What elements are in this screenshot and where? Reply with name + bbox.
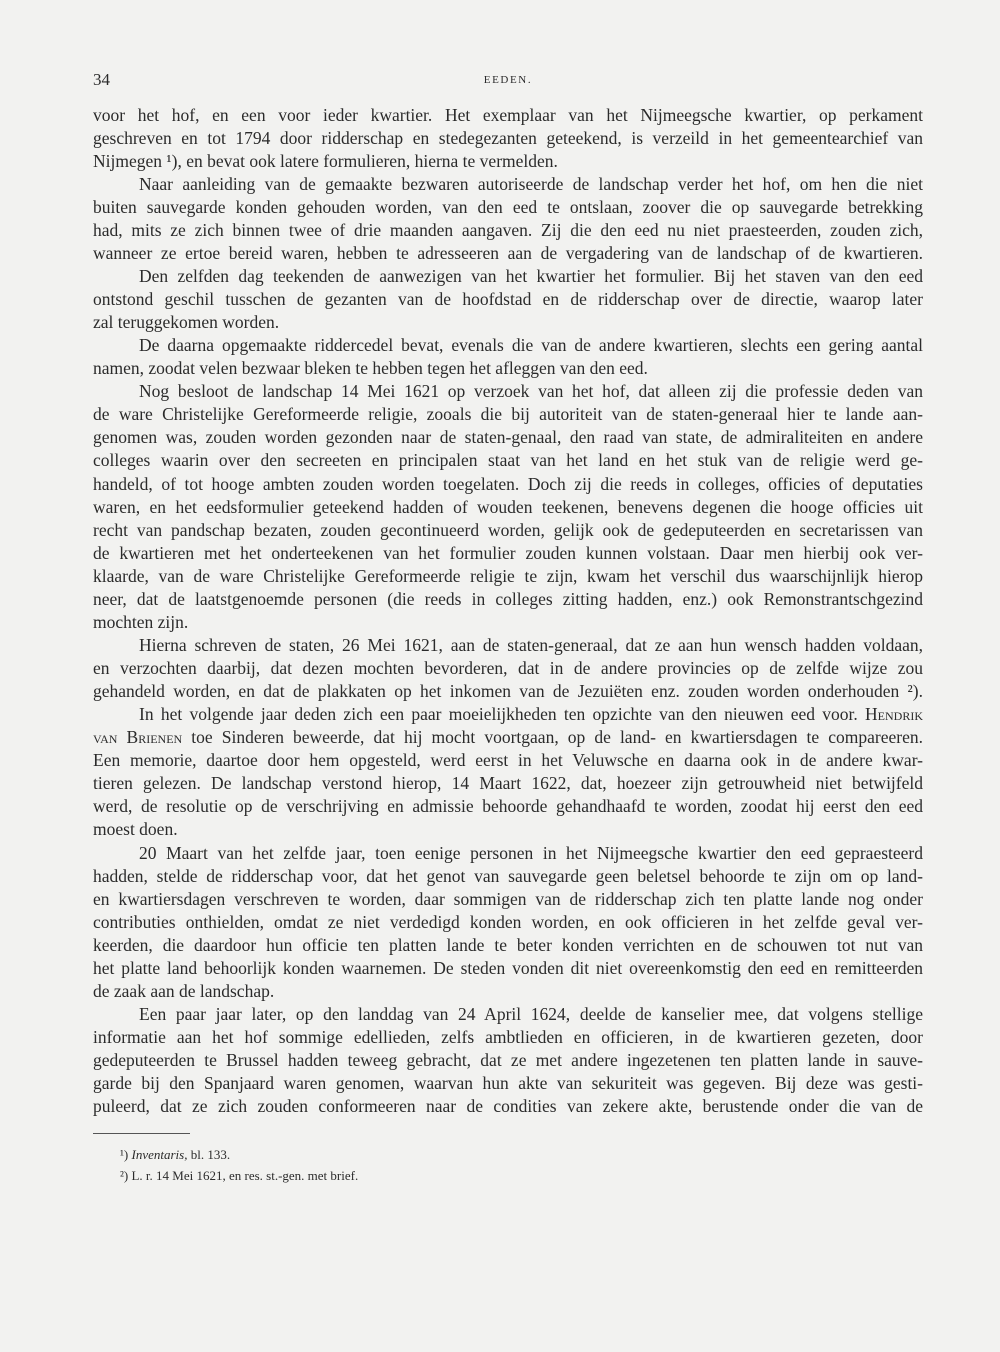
text-line: de kwartieren met het onderteekenen van het formulier zouden kunnen volstaan. Daar men hierbij ook ver- (93, 542, 923, 563)
text-line: neer, dat de laatstgenoemde personen (die reeds in colleges zitting hadden, enz.) ook Remonstrantschgezind (93, 588, 923, 609)
text-line: het platte land behoorlijk konden waarnemen. De steden vonden dit niet overeenkomstig den eed en remitteerden (93, 957, 923, 978)
text-line: keerden, die daardoor hun officie ten platten lande te beter konden verrichten en de schouwen tot nut van (93, 934, 923, 955)
text-line: garde bij den Spanjaard waren genomen, waarvan hun akte van sekuriteit was gegeven. Bij deze was gesti- (93, 1073, 923, 1094)
paragraph (93, 380, 923, 634)
text-line: Een memorie, daartoe door hem opgesteld, werd eerst in het Veluwsche en daarna ook in de andere kwar- (93, 750, 923, 771)
text-line: tieren gelezen. De landschap verstond hierop, 14 Maart 1622, dat, hoezeer zijn getrouwheid niet betwijfeld (93, 773, 923, 794)
text-line: de ware Christelijke Gereformeerde religie, zooals die bij autoriteit van de staten-generaal hier te lande aan- (93, 404, 923, 425)
text-line: klaarde, van de ware Christelijke Gereformeerde religie te zijn, kwam het verschil dus waarschijnlijk hierop (93, 565, 923, 586)
paragraph (93, 703, 923, 841)
text-line: buiten sauvegarde konden gehouden worden, van den eed te ontslaan, zoover die op sauvegarde betrekking (93, 196, 923, 217)
paragraph (93, 265, 923, 334)
text-line: waren, en het eedsformulier geteekend hadden of wouden teekenen, benevens degenen die hooge officies uit (93, 496, 923, 517)
footnote-marker: ¹) (120, 1147, 129, 1162)
text-line: de zaak aan de landschap. (93, 980, 275, 1001)
text-line: contributies onthielden, omdat ze niet verdedigd konden worden, en ook officieren in het zelfde geval ver- (93, 911, 923, 932)
text-line: informatie aan het hof sommige edellieden, zelfs ambtlieden en officieren, in de kwartieren gezeten, door (93, 1027, 923, 1047)
body-text (93, 104, 923, 1119)
footnote-text: L. r. 14 Mei 1621, en res. st.-gen. met brief. (131, 1168, 359, 1183)
text-line: werd, de resolutie op de verschrijving en admissie behoorde gehandhaafd te worden, zoodat hij eerst den eed (93, 796, 923, 817)
text-line (93, 703, 923, 726)
text-line: recht van pandschap bezaten, zouden gecontinueerd worden, gelijk ook de gedeputeerden en secretarissen van (93, 519, 923, 540)
text-line: Naar aanleiding van de gemaakte bezwaren autoriseerde de landschap verder het hof, om hen die niet (139, 173, 923, 194)
text-line: voor het hof, en een voor ieder kwartier. Het exemplaar van het Nijmeegsche kwartier, op perkament (93, 104, 923, 125)
person-name: Hendrik (865, 704, 923, 725)
text-line: Den zelfden dag teekenden de aanwezigen van het kwartier het formulier. Bij het staven van den eed (139, 265, 923, 286)
footnote-marker: ²) (120, 1168, 129, 1183)
paragraph (93, 1003, 923, 1118)
text-line: gehandeld worden, en dat de plakkaten op het inkomen van de Jezuiëten enz. zouden worden onderhouden ²). (93, 681, 923, 702)
text-line: colleges waarin over den secreeten en principalen staat van het land en het stuk van de religie werd ge- (93, 450, 923, 471)
person-name: van Brienen (93, 727, 183, 748)
footnote (120, 1144, 820, 1165)
text-line: geschreven en tot 1794 door ridderschap en stedegezanten geteekend, is verzeild in het gemeentearchief van (93, 127, 923, 148)
text-line: namen, zoodat velen bezwaar bleken te hebben tegen het afleggen van den eed. (93, 358, 648, 379)
paragraph (93, 104, 923, 173)
running-title: EEDEN. (483, 74, 533, 86)
paragraph (93, 173, 923, 265)
text-line: Een paar jaar later, op den landdag van 24 April 1624, deelde de kanselier mee, dat volgens stellige (139, 1003, 923, 1024)
paragraph (93, 842, 923, 1003)
text-line: puleerd, dat ze zich zouden conformeeren naar de condities van zekere akte, berustende onder die van de (93, 1096, 923, 1117)
text-line: mochten zijn. (93, 611, 189, 632)
paragraph (93, 334, 923, 380)
text-line: gedeputeerden te Brussel hadden teweeg gebracht, dat ze met andere ingezetenen ten platten lande in sauve- (93, 1050, 923, 1071)
text-line: ontstond geschil tusschen de gezanten van de hoofdstad en de ridderschap over de directie, waarop later (93, 289, 923, 309)
text-line: had, mits ze zich binnen twee of drie maanden aangaven. Zij die den eed nu niet praesteerden, zouden zich, (93, 219, 923, 240)
text-line: Nijmegen ¹), en bevat ook latere formulieren, hierna te vermelden. (93, 150, 558, 171)
text-line: Nog besloot de landschap 14 Mei 1621 op verzoek van het hof, dat alleen zij die professie deden van (139, 381, 923, 402)
text-line: moest doen. (93, 819, 178, 840)
text-segment: toe Sinderen beweerde, dat hij mocht voortgaan, op de land- en kwartiersdagen te compareeren. (191, 727, 923, 748)
text-line: Hierna schreven de staten, 26 Mei 1621, aan de staten-generaal, dat ze aan hun wensch hadden voldaan, (139, 634, 923, 655)
page-number: 34 (93, 70, 110, 89)
footnote-text: bl. 133. (190, 1147, 231, 1162)
footnote (120, 1165, 820, 1186)
text-line: zal teruggekomen worden. (93, 312, 280, 333)
text-line: 20 Maart van het zelfde jaar, toen eenige personen in het Nijmeegsche kwartier den eed gepraesteerd (139, 842, 923, 863)
text-line: wanneer ze ertoe bereid waren, hebben te adresseeren aan de vergadering van de landschap of de kwartieren. (93, 242, 923, 263)
footnotes (120, 1144, 820, 1186)
footnote-title: Inventaris, (131, 1147, 188, 1162)
text-line (93, 726, 923, 749)
text-line: hadden, stelde de ridderschap voor, dat het genot van sauvegarde geen beletsel behoorde te zijn om op land- (93, 865, 923, 886)
footnote-rule (93, 1133, 190, 1134)
text-line: handeld, of tot hooge ambten zouden worden toegelaten. Doch zij die reeds in colleges, officies of deputaties (93, 473, 923, 494)
text-line: genomen was, zouden worden gezonden naar de staten-genaal, den raad van state, de admiraliteiten en andere (93, 427, 923, 448)
text-line: en verzochten daarbij, dat dezen mochten bevorderen, dat in de andere provincies op de zelfde wijze zou (93, 658, 923, 678)
running-header (93, 68, 923, 92)
text-line: en kwartiersdagen verschreven te worden, daar sommigen van de ridderschap zich ten platte lande nog onder (93, 888, 923, 909)
paragraph (93, 634, 923, 703)
text-line: De daarna opgemaakte riddercedel bevat, evenals die van de andere kwartieren, slechts een gering aantal (139, 335, 923, 356)
text-segment: In het volgende jaar deden zich een paar moeielijkheden ten opzichte van den nieuwen eed voor. (139, 704, 858, 725)
